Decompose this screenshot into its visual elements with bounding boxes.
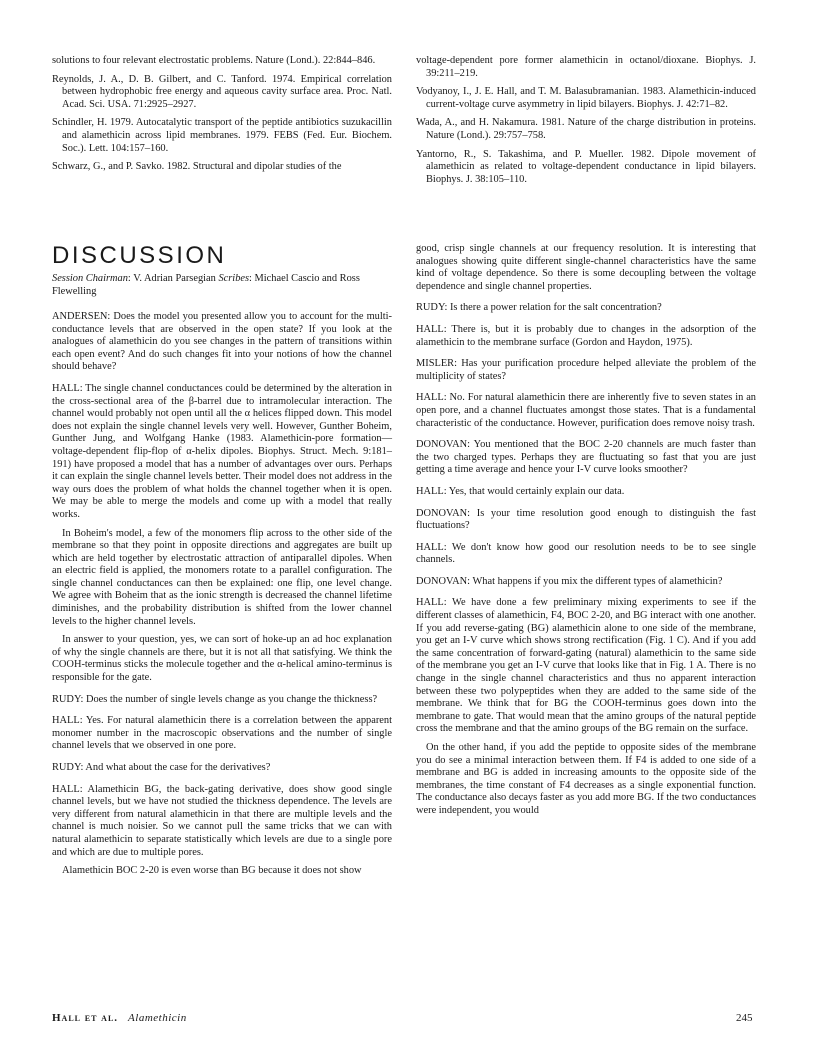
session-chairman-label: Session Chairman bbox=[52, 273, 128, 284]
speaker-name: HALL: bbox=[52, 715, 83, 727]
discussion-paragraph bbox=[416, 324, 756, 349]
discussion-paragraph bbox=[416, 576, 756, 589]
discussion-paragraph bbox=[52, 865, 392, 878]
speaker-name: MISLER: bbox=[416, 358, 457, 370]
discussion-paragraph bbox=[416, 508, 756, 533]
discussion-paragraph bbox=[416, 302, 756, 315]
paragraph-text: No. For natural alamethicin there are inherently five to seven states in an open pore, and a channel fluctuates amongst those states. That is a fundamental characteristic of the conductance. However, purification does remove noisy trash. bbox=[416, 392, 756, 429]
references-right bbox=[416, 55, 756, 192]
discussion-paragraph bbox=[416, 597, 756, 736]
footer-authors: Hall et al. bbox=[52, 1012, 119, 1024]
reference-entry: Reynolds, J. A., D. B. Gilbert, and C. Tanford. 1974. Empirical correlation between hydrophobic free energy and aqueous cavity surface area. Proc. Natl. Acad. Sci. USA. 71:2925–2927. bbox=[52, 73, 392, 110]
scribes-names: : Michael Cascio and Ross Flewelling bbox=[52, 273, 360, 297]
paragraph-text: We have done a few preliminary mixing experiments to see if the different classes of alamethicin, F4, BOC 2-20, and BG interact with one another. If you add reverse-gating (BG) alamethicin alone to one side of the membrane, you get an I-V curve which shows strong rectification (Fig. 1 C). And if you add the same concentration of forward-gating (natural) alamethicin to the same side of the membrane you get an I-V curve that looks like that in Fig. 1 A. There is no change in the single channel characteristics and thus no apparent interaction between these two polypeptides when they are added to the same side of the membrane. We think that for BG the COOH-terminus goes down into the membrane to gate. That would mean that the amino groups of the natural peptide cross the membrane and that the amino groups of the BG remain on the surface. bbox=[416, 597, 756, 735]
paragraph-text: Alamethicin BG, the back-gating derivative, does show good single channel levels, but we have not studied the thickness dependence. The levels are very different from natural alamethicin in that there are multiple levels and the channel is much noisier. So we cannot pull the same tricks that we can with natural alamethicin to separate statistically which levels are due to a single pore and which are due to multiple pores. bbox=[52, 783, 392, 858]
discussion-paragraph bbox=[52, 383, 392, 522]
paragraph-text: You mentioned that the BOC 2-20 channels are much faster than the two charged types. Perhaps they are fluctuating so fast that you are just getting a time average and hence your I-V curve looks smoother? bbox=[416, 439, 756, 476]
discussion-paragraph bbox=[52, 634, 392, 684]
paragraph-text: Is your time resolution good enough to distinguish the fast fluctuations? bbox=[416, 507, 756, 532]
footer-short-title: Alamethicin bbox=[128, 1012, 187, 1024]
speaker-name: DONOVAN: bbox=[416, 439, 471, 451]
discussion-paragraph bbox=[416, 243, 756, 293]
discussion-paragraph bbox=[52, 715, 392, 753]
discussion-paragraph bbox=[52, 784, 392, 860]
discussion-paragraph bbox=[52, 762, 392, 775]
discussion-paragraph bbox=[52, 311, 392, 374]
paragraph-text: Yes, that would certainly explain our data. bbox=[446, 485, 625, 497]
speaker-name: HALL: bbox=[52, 783, 83, 795]
references-left bbox=[52, 55, 392, 180]
paragraph-text: And what about the case for the derivatives? bbox=[83, 762, 271, 773]
discussion-left-column bbox=[52, 311, 392, 887]
paragraph-text: What happens if you mix the different types of alamethicin? bbox=[470, 575, 723, 587]
paragraph-text: Yes. For natural alamethicin there is a correlation between the apparent monomer number in the macroscopic observations and the number of single channel levels that we observed in one pore. bbox=[52, 715, 392, 752]
session-credits bbox=[52, 273, 392, 298]
discussion-paragraph bbox=[52, 694, 392, 707]
discussion-paragraph bbox=[416, 439, 756, 477]
speaker-name: DONOVAN: bbox=[416, 507, 471, 519]
paragraph-text: There is, but it is probably due to changes in the adsorption of the alamethicin to the membrane surface (Gordon and Haydon, 1975). bbox=[416, 323, 756, 348]
session-chairman-name: : V. Adrian Parsegian bbox=[127, 273, 219, 284]
discussion-paragraph bbox=[416, 542, 756, 567]
discussion-paragraph bbox=[416, 392, 756, 430]
speaker-name: HALL: bbox=[416, 392, 447, 404]
reference-entry: Schindler, H. 1979. Autocatalytic transport of the peptide antibiotics suzukacillin and alamethicin across lipid membranes. 1979. FEBS (Fed. Eur. Biochem. Soc.). Lett. 104:157–160. bbox=[52, 117, 392, 154]
reference-entry: Vodyanoy, I., J. E. Hall, and T. M. Balasubramanian. 1983. Alamethicin-induced current-voltage curve asymmetry in lipid bilayers. Biophys. J. 42:71–82. bbox=[416, 86, 756, 110]
reference-entry: solutions to four relevant electrostatic problems. Nature (Lond.). 22:844–846. bbox=[52, 55, 376, 66]
speaker-name: HALL: bbox=[416, 597, 447, 609]
reference-entry: Yantorno, R., S. Takashima, and P. Mueller. 1982. Dipole movement of alamethicin as related to voltage-dependent conductance in lipid bilayers. Biophys. J. 38:105–110. bbox=[416, 148, 756, 185]
speaker-name: RUDY: bbox=[52, 693, 84, 705]
speaker-name: HALL: bbox=[52, 382, 83, 394]
paragraph-text: In answer to your question, yes, we can sort of hoke-up an ad hoc explanation of why the single channels are there, but it is not all that satisfying. We think the COOH-terminus sticks the molecule together and the α-helical amino-terminus is responsible for the gate. bbox=[52, 634, 392, 684]
paragraph-text: On the other hand, if you add the peptide to opposite sides of the membrane you do see a minimal interaction between them. If F4 is added to one side of a membrane and BG is added in increasing amounts to the opposite side of the membranes, the time constant of F4 decreases as a single exponential function. The conductance also decays faster as you add more BG. If the two conductances were independent, you would bbox=[416, 742, 756, 816]
speaker-name: RUDY: bbox=[416, 302, 448, 314]
running-footer bbox=[52, 1012, 187, 1025]
scribes-label: Scribes bbox=[218, 273, 250, 284]
speaker-name: HALL: bbox=[416, 323, 447, 335]
discussion-paragraph bbox=[416, 358, 756, 383]
speaker-name: RUDY: bbox=[52, 762, 84, 773]
speaker-name: ANDERSEN: bbox=[52, 311, 111, 322]
discussion-right-column bbox=[416, 243, 756, 827]
page-number: 245 bbox=[736, 1012, 753, 1024]
speaker-name: DONOVAN: bbox=[416, 575, 471, 587]
reference-entry: voltage-dependent pore former alamethicin in octanol/dioxane. Biophys. J. 39:211–219. bbox=[416, 55, 756, 79]
paragraph-text: The single channel conductances could be determined by the alteration in the cross-sectional area of the β-barrel due to intramolecular interaction. The channel would probably not open until all the α helices flipped down. This model does not explain the single channel levels very well. However, Gunther Boheim, Gunther Jung, and Wolfgang Hanke (1983. Alamethicin-pore formation—voltage-dependent flip-flop of α-helix dipoles. Biophys. Struct. Mech. 9:181–191) have proposed a model that has a number of advantages over ours. Perhaps it can explain the single channel levels better. Their model does not address in the way ours does the problem of what holds the channel together when it is open. We may be able to merge the models and come up with a model that really works. bbox=[52, 382, 392, 520]
discussion-paragraph bbox=[52, 528, 392, 629]
discussion-paragraph bbox=[416, 742, 756, 818]
paragraph-text: Is there a power relation for the salt concentration? bbox=[447, 302, 662, 314]
paragraph-text: Does the model you presented allow you to account for the multi-conductance levels that are observed in the open state? If you look at the analogues of alamethicin do you see changes in the pattern of transitions within each open event? And do such changes fit into your notions of how the channel should behave? bbox=[52, 311, 392, 373]
speaker-name: HALL: bbox=[416, 541, 447, 553]
speaker-name: HALL: bbox=[416, 485, 447, 497]
paragraph-text: Alamethicin BOC 2-20 is even worse than BG because it does not show bbox=[62, 865, 362, 877]
paragraph-text: We don't know how good our resolution needs to be to see single channels. bbox=[416, 541, 756, 566]
reference-entry: Schwarz, G., and P. Savko. 1982. Structural and dipolar studies of the bbox=[52, 161, 342, 173]
paragraph-text: In Boheim's model, a few of the monomers flip across to the other side of the membrane so that they point in opposite directions and aggregates are built up which are held together by electrostatic attraction of antiparallel dipoles. When an electric field is applied, the monomers rotate to a parallel configuration. The single channel conductances can then be explained: one flip, one level change. We agree with Boheim that as the ionic strength is decreased the channel lifetime diminishes, and the probability distribution is shifted from the lower channel levels to the higher channel levels. bbox=[52, 527, 392, 627]
discussion-paragraph bbox=[416, 486, 756, 499]
paragraph-text: Does the number of single levels change as you change the thickness? bbox=[83, 693, 378, 705]
reference-entry: Wada, A., and H. Nakamura. 1981. Nature of the charge distribution in proteins. Nature (Lond.). 29:757–758. bbox=[416, 117, 756, 141]
section-heading: DISCUSSION bbox=[52, 242, 227, 269]
paragraph-text: good, crisp single channels at our frequency resolution. It is interesting that analogues showing quite different single-channel characteristics have the same kind of voltage dependence. So there is some decoupling between the voltage dependence and single channel properties. bbox=[416, 243, 756, 292]
paragraph-text: Has your purification procedure helped alleviate the problem of the multiplicity of states? bbox=[416, 358, 756, 382]
